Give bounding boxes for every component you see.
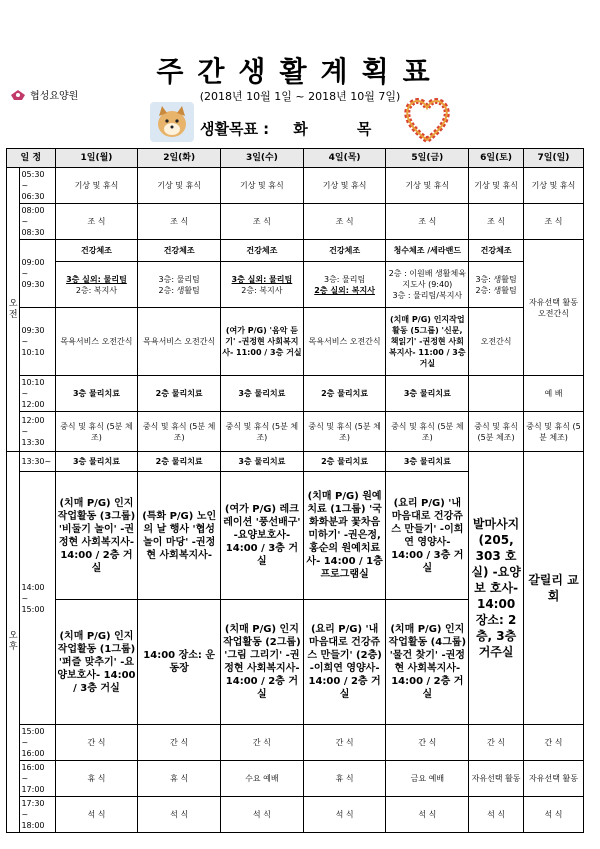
header-day: 5일(금)	[386, 149, 469, 168]
schedule-cell: 오전간식	[469, 308, 524, 376]
header-day: 7일(일)	[523, 149, 583, 168]
schedule-cell: (여가 P/G) 레크레이션 '풍선배구' -요양보호사- 14:00 / 3층 거실	[221, 472, 304, 600]
schedule-cell: 건강체조	[303, 240, 386, 262]
schedule-cell: 자유선택 활동	[523, 761, 583, 797]
table-row	[7, 797, 584, 833]
table-row	[7, 262, 584, 308]
schedule-cell: (치매 P/G) 인지작업활동 (1그룹) '퍼즐 맞추기' -요양보호사- 14:00 / 3층 거실	[55, 600, 138, 725]
table-row	[7, 761, 584, 797]
schedule-cell: 석 식	[55, 797, 138, 833]
schedule-cell: 간 식	[138, 725, 221, 761]
schedule-cell: 청수체조 /세라밴드	[386, 240, 469, 262]
schedule-cell: 2층 물리치료	[303, 376, 386, 412]
schedule-cell: 석 식	[386, 797, 469, 833]
schedule-line: 2층: 복지사	[75, 285, 118, 295]
schedule-line: 3층: 물리팀	[158, 274, 200, 284]
schedule-cell: 3층 물리치료	[221, 452, 304, 472]
section-pm: 오 후	[7, 452, 20, 833]
schedule-cell: (요리 P/G) '내 마음대로 건강쥬스 만들기' (2층) -이희연 영양사- 14:00 / 2층 거실	[303, 600, 386, 725]
schedule-cell: 건강체조	[55, 240, 138, 262]
schedule-cell: (치매 P/G) 인지작업활동 (5그룹) '신문, 책읽기' -권정현 사회복지사- 11:00 / 3층 거실	[386, 308, 469, 376]
schedule-cell: 3층 물리치료	[221, 376, 304, 412]
schedule-cell: 석 식	[523, 797, 583, 833]
header-schedule: 일 정	[7, 149, 56, 168]
header-day: 3일(수)	[221, 149, 304, 168]
schedule-cell: (치매 P/G) 인지작업활동 (2그룹) '그림 그리기' -권정현 사회복지사- 14:00 / 2층 거실	[221, 600, 304, 725]
time-cell: 16:00 ~ 17:00	[20, 761, 55, 797]
schedule-cell: 휴 식	[138, 761, 221, 797]
org-label: 협성요양원	[30, 91, 79, 102]
schedule-cell	[55, 262, 138, 308]
schedule-line: 3층 : 물리팀/복지사	[392, 291, 463, 300]
time-cell: 10:10 ~ 12:00	[20, 376, 55, 412]
weekly-schedule-table	[6, 148, 584, 833]
schedule-cell	[386, 262, 469, 308]
schedule-cell: 기상 및 휴식	[138, 168, 221, 204]
time-cell: 14:00 ~ 15:00	[20, 472, 55, 725]
schedule-cell: 기상 및 휴식	[469, 168, 524, 204]
schedule-cell: 자유선택 활동 오전간식	[523, 240, 583, 376]
page-title: 주간생활계획표	[156, 55, 444, 88]
schedule-cell: 중식 및 휴식 (5분 체조)	[303, 412, 386, 452]
time-cell: 13:30~	[20, 452, 55, 472]
schedule-cell: 금요 예배	[386, 761, 469, 797]
time-cell: 09:00 ~ 09:30	[20, 240, 55, 308]
schedule-cell: 조 식	[138, 204, 221, 240]
header-day: 2일(화)	[138, 149, 221, 168]
schedule-cell: 3층 물리치료	[386, 452, 469, 472]
schedule-cell: 건강체조	[469, 240, 524, 262]
time-cell: 08:00 ~ 08:30	[20, 204, 55, 240]
schedule-cell: 기상 및 휴식	[386, 168, 469, 204]
schedule-cell: 중식 및 휴식 (5분 체조)	[386, 412, 469, 452]
schedule-cell: 휴 식	[303, 761, 386, 797]
schedule-line: 3층: 생활팀	[475, 274, 517, 284]
goal-label: 생활목표 :	[200, 120, 270, 138]
table-row	[7, 240, 584, 262]
schedule-line: 2층: 복지사	[241, 285, 283, 295]
schedule-cell: 조 식	[55, 204, 138, 240]
schedule-cell: 건강체조	[221, 240, 304, 262]
schedule-line: 3층 실외: 물리팀	[66, 274, 127, 284]
time-cell: 17:30 ~ 18:00	[20, 797, 55, 833]
schedule-cell: 석 식	[138, 797, 221, 833]
schedule-cell: 3층 물리치료	[55, 452, 138, 472]
schedule-cell: 조 식	[303, 204, 386, 240]
schedule-line: 3층 실외: 물리팀	[231, 274, 293, 284]
time-cell: 05:30 ~ 06:30	[20, 168, 55, 204]
schedule-line: 2층: 생활팀	[475, 285, 517, 295]
schedule-cell: 3층 물리치료	[55, 376, 138, 412]
header-day: 1일(월)	[55, 149, 138, 168]
schedule-cell: 조 식	[469, 204, 524, 240]
schedule-cell	[469, 262, 524, 308]
time-cell: 15:00 ~ 16:00	[20, 725, 55, 761]
schedule-cell: 간 식	[386, 725, 469, 761]
header-day: 4일(목)	[303, 149, 386, 168]
schedule-cell: 발마사지 (205, 303 호실) -요양보 호사- 14:00 장소: 2층, 3층 거주실	[469, 452, 524, 725]
section-am: 오 전	[7, 168, 20, 452]
schedule-cell: 휴 식	[55, 761, 138, 797]
schedule-cell: (치매 P/G) 인지작업활동 (3그룹) '비둘기 놀이' -권정현 사회복지사- 14:00 / 2층 거실	[55, 472, 138, 600]
schedule-cell: (치매 P/G) 원예치료 (1그룹) '국화화분과 꽃차음미하기' -권은정, 홍순의 원예치료사- 14:00 / 1층 프로그램실	[303, 472, 386, 600]
schedule-cell	[138, 262, 221, 308]
schedule-cell: 중식 및 휴식 (5분 체조)	[469, 412, 524, 452]
schedule-cell: 2층 물리치료	[303, 452, 386, 472]
schedule-cell: 목욕서비스 오전간식	[138, 308, 221, 376]
schedule-cell: 기상 및 휴식	[221, 168, 304, 204]
schedule-cell: 조 식	[523, 204, 583, 240]
table-row	[7, 725, 584, 761]
dog-icon	[150, 102, 194, 142]
schedule-cell: 수요 예배	[221, 761, 304, 797]
table-row	[7, 308, 584, 376]
table-row	[7, 204, 584, 240]
schedule-cell: (특화 P/G) 노인의 날 행사 '협성놀이 마당' -권정현 사회복지사-	[138, 472, 221, 600]
table-row	[7, 412, 584, 452]
header-day: 6일(토)	[469, 149, 524, 168]
table-row	[7, 168, 584, 204]
schedule-line: 2층 실외: 복지사	[314, 285, 375, 295]
schedule-cell: 석 식	[221, 797, 304, 833]
schedule-cell: 기상 및 휴식	[523, 168, 583, 204]
schedule-cell: 중식 및 휴식 (5분 체조)	[55, 412, 138, 452]
schedule-cell: 석 식	[303, 797, 386, 833]
schedule-cell: 중식 및 휴식 (5분 체조)	[221, 412, 304, 452]
goal-days: 화 목	[293, 120, 394, 138]
time-cell: 09:30 ~ 10:10	[20, 308, 55, 376]
schedule-cell: (요리 P/G) '내 마음대로 건강쥬스 만들기' -이희연 영양사- 14:00 / 3층 거실	[386, 472, 469, 600]
schedule-cell: 예 배	[523, 376, 583, 412]
schedule-cell: 2층 물리치료	[138, 376, 221, 412]
schedule-cell: 14:00 장소: 운동장	[138, 600, 221, 725]
schedule-line: 2층: 생활팀	[158, 285, 200, 295]
schedule-cell: 간 식	[523, 725, 583, 761]
schedule-cell: 석 식	[469, 797, 524, 833]
schedule-cell	[469, 376, 524, 412]
schedule-cell	[303, 262, 386, 308]
schedule-cell: 기상 및 휴식	[303, 168, 386, 204]
table-row	[7, 376, 584, 412]
schedule-cell: (치매 P/G) 인지작업활동 (4그룹) '물건 찾기' -권정현 사회복지사- 14:00 / 2층 거실	[386, 600, 469, 725]
schedule-cell: 2층 물리치료	[138, 452, 221, 472]
heart-wreath-icon	[402, 95, 452, 145]
header-row	[7, 149, 584, 168]
schedule-line: 2층 : 이원배 생활체육지도사 (9:40)	[388, 269, 466, 289]
schedule-cell: 기상 및 휴식	[55, 168, 138, 204]
schedule-cell: 중식 및 휴식 (5분 체조)	[523, 412, 583, 452]
schedule-cell: 간 식	[55, 725, 138, 761]
schedule-cell: 목욕서비스 오전간식	[55, 308, 138, 376]
schedule-cell: 중식 및 휴식 (5분 체조)	[138, 412, 221, 452]
schedule-cell: 자유선택 활동	[469, 761, 524, 797]
schedule-cell: 간 식	[303, 725, 386, 761]
period: (2018년 10월 1일 ~ 2018년 10월 7일)	[199, 90, 401, 103]
schedule-cell: 조 식	[386, 204, 469, 240]
table-row	[7, 452, 584, 472]
time-cell: 12:00 ~ 13:30	[20, 412, 55, 452]
schedule-cell: 3층 물리치료	[386, 376, 469, 412]
schedule-line: 3층: 물리팀	[323, 274, 366, 284]
schedule-cell: 건강체조	[138, 240, 221, 262]
schedule-cell: 목욕서비스 오전간식	[303, 308, 386, 376]
life-goal	[200, 118, 393, 139]
schedule-cell: 조 식	[221, 204, 304, 240]
schedule-cell: 갈릴리 교회	[523, 452, 583, 725]
schedule-cell	[221, 262, 304, 308]
schedule-cell: 간 식	[221, 725, 304, 761]
schedule-cell: 간 식	[469, 725, 524, 761]
schedule-cell: (여가 P/G) '음악 듣기' -권정현 사회복지사- 11:00 / 3층 거실	[221, 308, 304, 376]
